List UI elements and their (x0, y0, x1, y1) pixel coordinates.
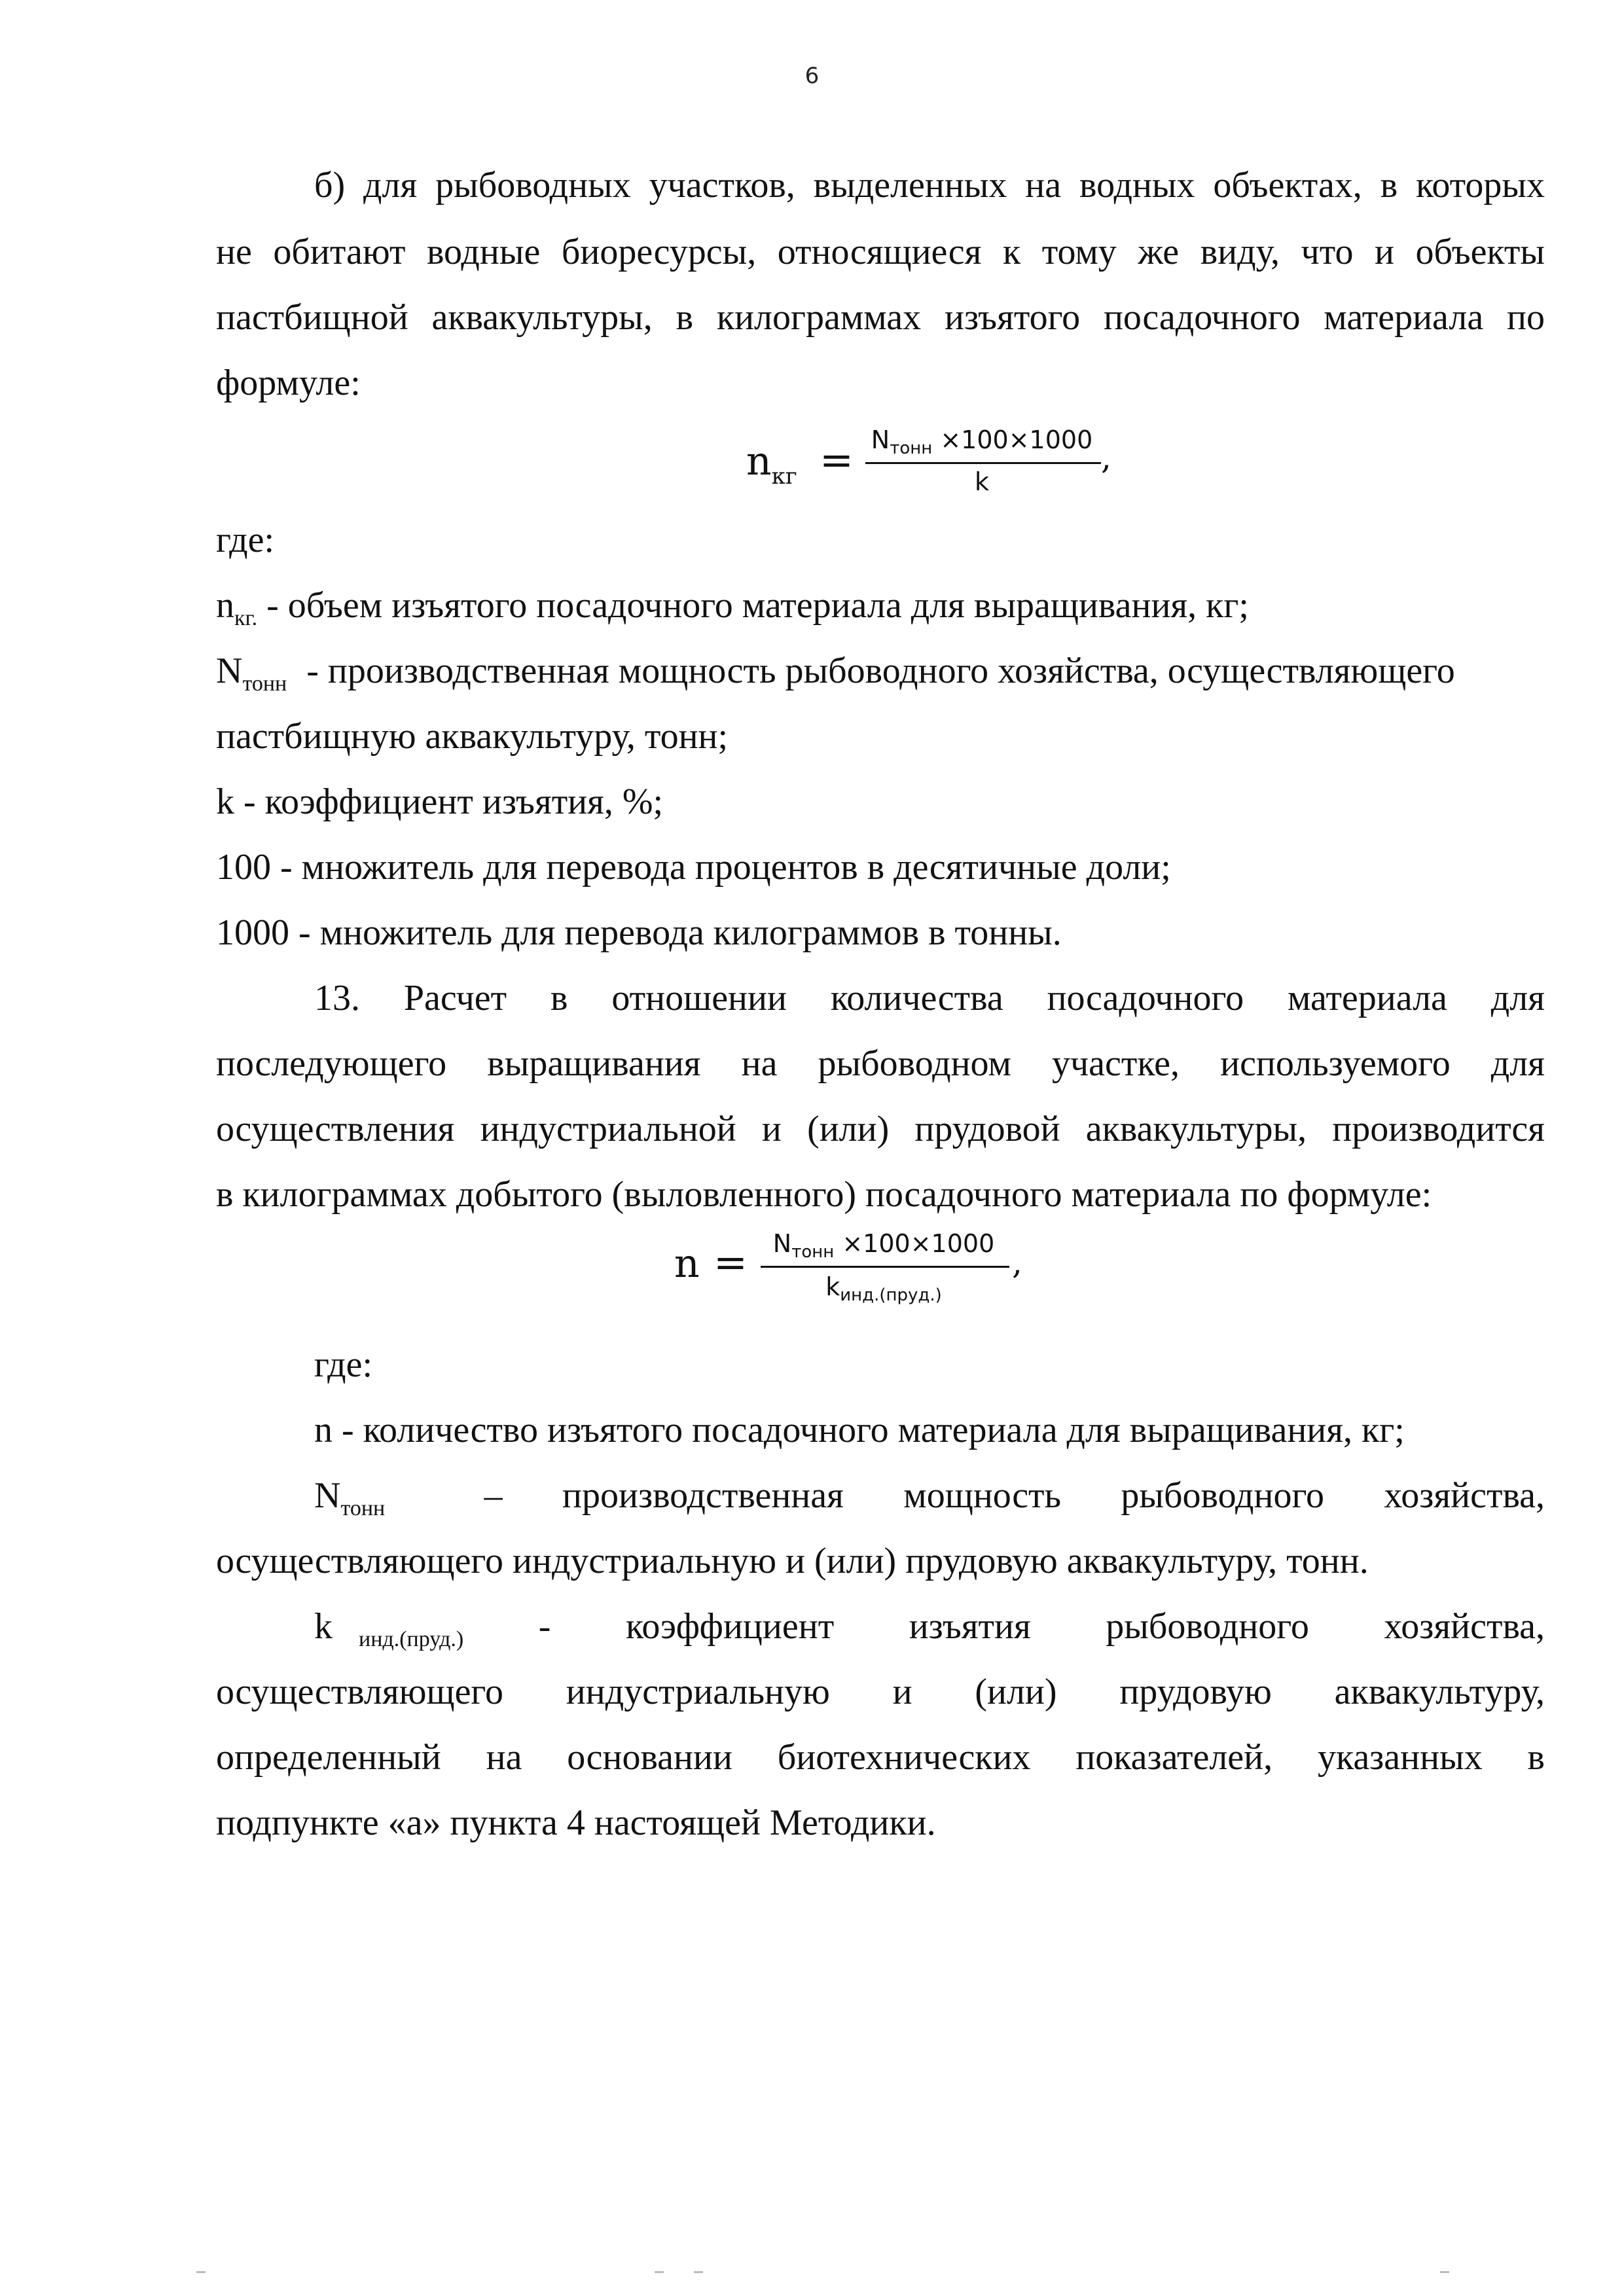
def-ntonn-2-cont: осуществляющего индустриальную и (или) прудовую аквакультуру, тонн. (216, 1541, 1369, 1581)
scan-edge-marks (183, 2271, 1460, 2276)
formula-1-equals: = (820, 436, 854, 484)
formula-2-comma: , (1012, 1244, 1022, 1282)
def-ntonn: $N_{тонн}$ - производственная мощность рыбоводного хозяйства, осуществляющего (216, 651, 1455, 696)
def-kind: k $_{инд.(пруд.)}$ - коэффициент изъятия рыбоводного хозяйства, (314, 1606, 1545, 1651)
para-13-line-4: в килограммах добытого (выловленного) посадочного материала по формуле: (216, 1174, 1432, 1215)
def-kind-cont-1: осуществляющего индустриальную и (или) прудовую аквакультуру, (216, 1672, 1545, 1712)
formula-1 (746, 412, 1113, 511)
def-1000: 1000 - множитель для перевода килограммов в тонны. (216, 912, 1062, 953)
para-b-line-3: пастбищной аквакультуры, в килограммах изъятого посадочного материала по (216, 297, 1545, 338)
def-ntonn-cont: пастбищную аквакультуру, тонн; (216, 716, 729, 757)
def-k: k - коэффициент изъятия, %; (216, 781, 664, 822)
def-n: n - количество изъятого посадочного материала для выращивания, кг; (314, 1410, 1405, 1450)
formula-2-equals: = (713, 1238, 748, 1286)
formula-1-fraction-bar (865, 462, 1101, 464)
page-number: 6 (804, 63, 820, 89)
formula-2-numerator: $N_{тонн} \times 100\times 1000$ (772, 1229, 995, 1262)
where-2: где: (314, 1344, 373, 1385)
para-13-line-2: последующего выращивания на рыбоводном участке, используемого для (216, 1043, 1545, 1084)
formula-2 (674, 1217, 1041, 1316)
formula-2-denominator: $k_{инд.(пруд.)}$ (825, 1272, 942, 1305)
para-b-line-2: не обитают водные биоресурсы, относящиеся к тому же виду, что и объекты (216, 232, 1545, 272)
para-13-line-3: осуществления индустриальной и (или) прудовой аквакультуры, производится (216, 1109, 1545, 1149)
para-b-line-1: б) для рыбоводных участков, выделенных на водных объектах, в которых (314, 165, 1545, 206)
formula-1-comma: , (1101, 439, 1111, 476)
formula-1-denominator: k (974, 467, 989, 496)
def-ntonn-2: $N_{тонн}$ – производственная мощность рыбоводного хозяйства, (314, 1475, 1545, 1520)
def-kind-cont-3: подпункте «а» пункта 4 настоящей Методики. (216, 1803, 936, 1843)
def-100: 100 - множитель для перевода процентов в десятичные доли; (216, 847, 1171, 888)
para-b-line-4: формуле: (216, 363, 361, 403)
def-kind-cont-2: определенный на основании биотехнических показателей, указанных в (216, 1737, 1545, 1778)
para-13-line-1: 13. Расчет в отношении количества посадочного материала для (314, 978, 1545, 1018)
def-nkg: $n_{кг.}$ - объем изъятого посадочного материала для выращивания, кг; (216, 585, 1249, 630)
where-1: где: (216, 520, 275, 560)
formula-1-numerator: $N_{тонн} \times 100\times 1000$ (871, 425, 1093, 458)
formula-2-lhs: n (674, 1241, 700, 1287)
formula-2-fraction-bar (761, 1266, 1009, 1268)
formula-1-lhs: $n_{кг}$ (746, 439, 797, 490)
